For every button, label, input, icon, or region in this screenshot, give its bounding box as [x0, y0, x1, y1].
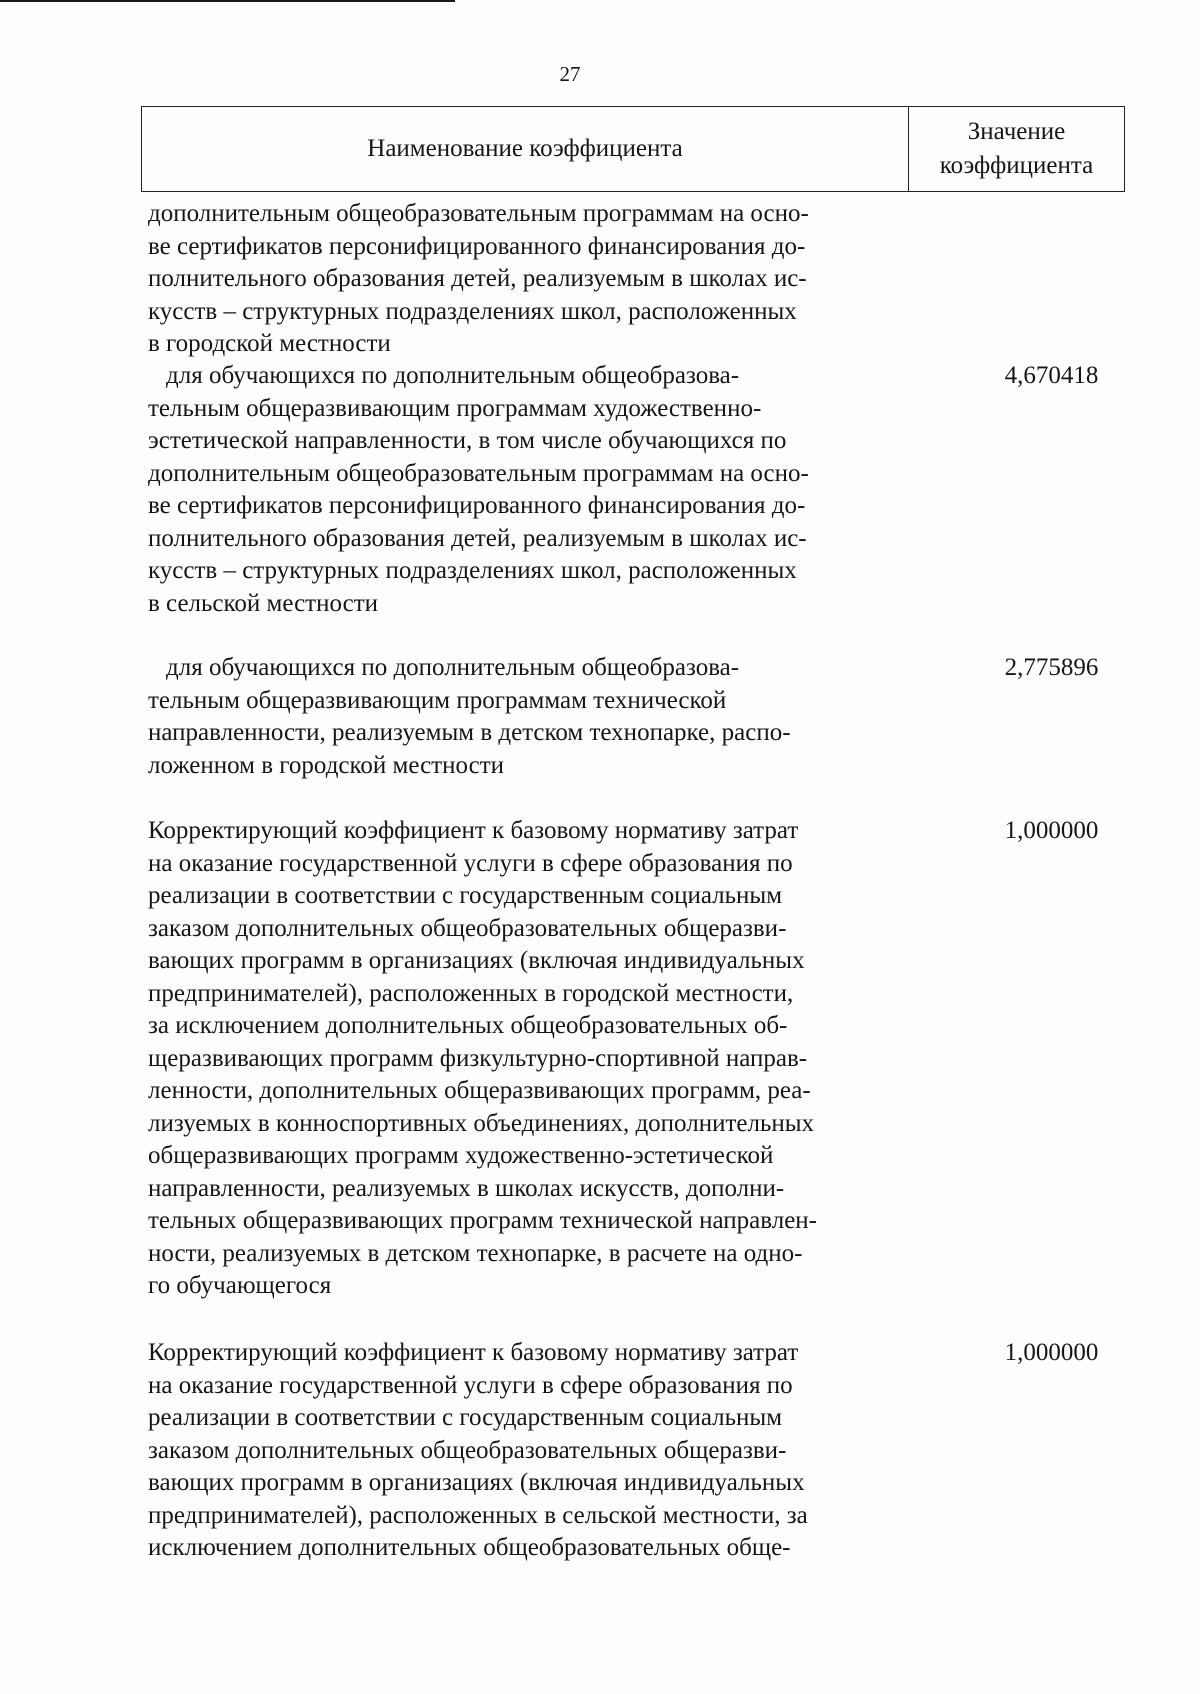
coefficient-name: Корректирующий коэффициент к базовому нормативу затрат на оказание государственной услуги в сфере образования по реализации в соответствии с государственным социальным заказом дополнительных общеобразовательных общеразви- вающих программ в организациях (включая индивидуальных предпринимателей), расположенных в сельской местности, за исключением дополнительных общеобразовательных обще- [148, 1339, 808, 1561]
coefficient-value: 4,670418 [1004, 362, 1099, 389]
table-row [148, 1337, 1128, 1565]
table-row [148, 360, 1128, 620]
table-row [148, 815, 1128, 1303]
coefficient-value: 1,000000 [1004, 1339, 1099, 1366]
page-number: 27 [559, 62, 581, 86]
header-name-column: Наименование коэффициента [142, 107, 909, 191]
coefficient-name: для обучающихся по дополнительным общеобразова- тельным общеразвивающим программам технической направленности, реализуемым в детском технопарке, распо- ложенном в городской местности [148, 654, 791, 779]
table-header [141, 106, 1125, 192]
header-value-column [909, 107, 1124, 191]
header-value-line2: коэффициента [939, 152, 1094, 179]
top-rule [0, 0, 455, 2]
coefficient-value: 2,775896 [1004, 654, 1099, 681]
coefficient-name: Корректирующий коэффициент к базовому нормативу затрат на оказание государственной услуги в сфере образования по реализации в соответствии с государственным социальным заказом дополнительных общеобразовательных общеразви- вающих программ в организациях (включая индивидуальных предпринимателей), расположенных в городской местности, за исключением дополнительных общеобразовательных об- щеразвивающих программ физкультурно-спортивной направ- ленности, дополнительных общеразвивающих программ, реа- лизуемых в конноспортивных объединениях, дополнительных общеразвивающих программ художественно-эстетической направленности, реализуемых в школах искусств, дополни- тельных общеразвивающих программ технической направлен- ности, реализуемых в детском технопарке, в расчете на одно- го обучающегося [148, 817, 818, 1299]
table-row [148, 198, 1128, 361]
coefficient-value: 1,000000 [1004, 817, 1099, 844]
header-value-line1: Значение [967, 118, 1066, 145]
coefficient-name: для обучающихся по дополнительным общеобразова- тельным общеразвивающим программам художественно- эстетической направленности, в том числе обучающихся по дополнительным общеобразовательным программам на осно- ве сертификатов персонифицированного финансирования до- полнительного образования детей, реализуемым в школах ис- кусств – структурных подразделениях школ, расположенных в сельской местности [148, 362, 809, 617]
table-row [148, 652, 1128, 782]
coefficient-name: дополнительным общеобразовательным программам на осно- ве сертификатов персонифицированного финансирования до- полнительного образования детей, реализуемым в школах ис- кусств – структурных подразделениях школ, расположенных в городской местности [148, 200, 809, 357]
